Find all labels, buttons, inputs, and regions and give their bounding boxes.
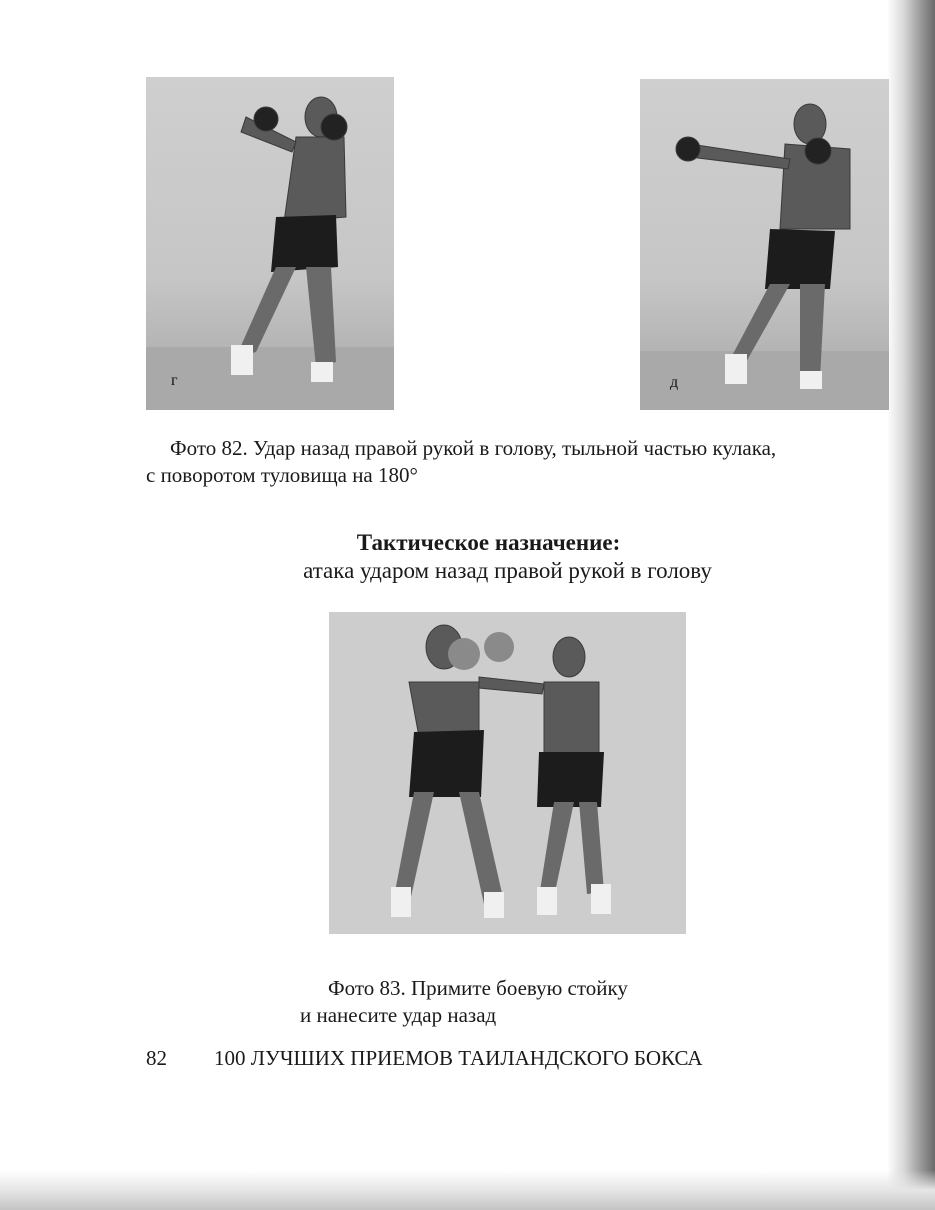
section-subtitle: атака ударом назад правой рукой в голову	[303, 558, 712, 583]
photo-label-d: д	[670, 374, 679, 391]
caption-line: с поворотом туловища на 180°	[146, 463, 418, 487]
page-bottom-shadow	[0, 1170, 935, 1210]
caption-line: Фото 83. Примите боевую стойку	[328, 976, 628, 1000]
running-title: 100 ЛУЧШИХ ПРИЕМОВ ТАИЛАНДСКОГО БОКСА	[214, 1046, 703, 1070]
photo-83-caption	[300, 975, 628, 1029]
page-edge-shadow	[887, 0, 935, 1210]
page-number: 82	[146, 1046, 167, 1070]
boxer-figure	[146, 77, 394, 410]
photo-82-caption	[146, 435, 776, 489]
boxer-figure	[640, 79, 889, 410]
section-title: Тактическое назначение:	[356, 530, 621, 555]
caption-line: и нанесите удар назад	[300, 1003, 497, 1027]
photo-82-g	[146, 77, 394, 410]
caption-line: Фото 82. Удар назад правой рукой в голову, тыльной частью кулака,	[170, 436, 777, 460]
photo-82-d	[640, 79, 889, 410]
photo-83	[329, 612, 686, 934]
photo-label-g: г	[171, 372, 178, 389]
boxers-sparring	[329, 612, 686, 934]
